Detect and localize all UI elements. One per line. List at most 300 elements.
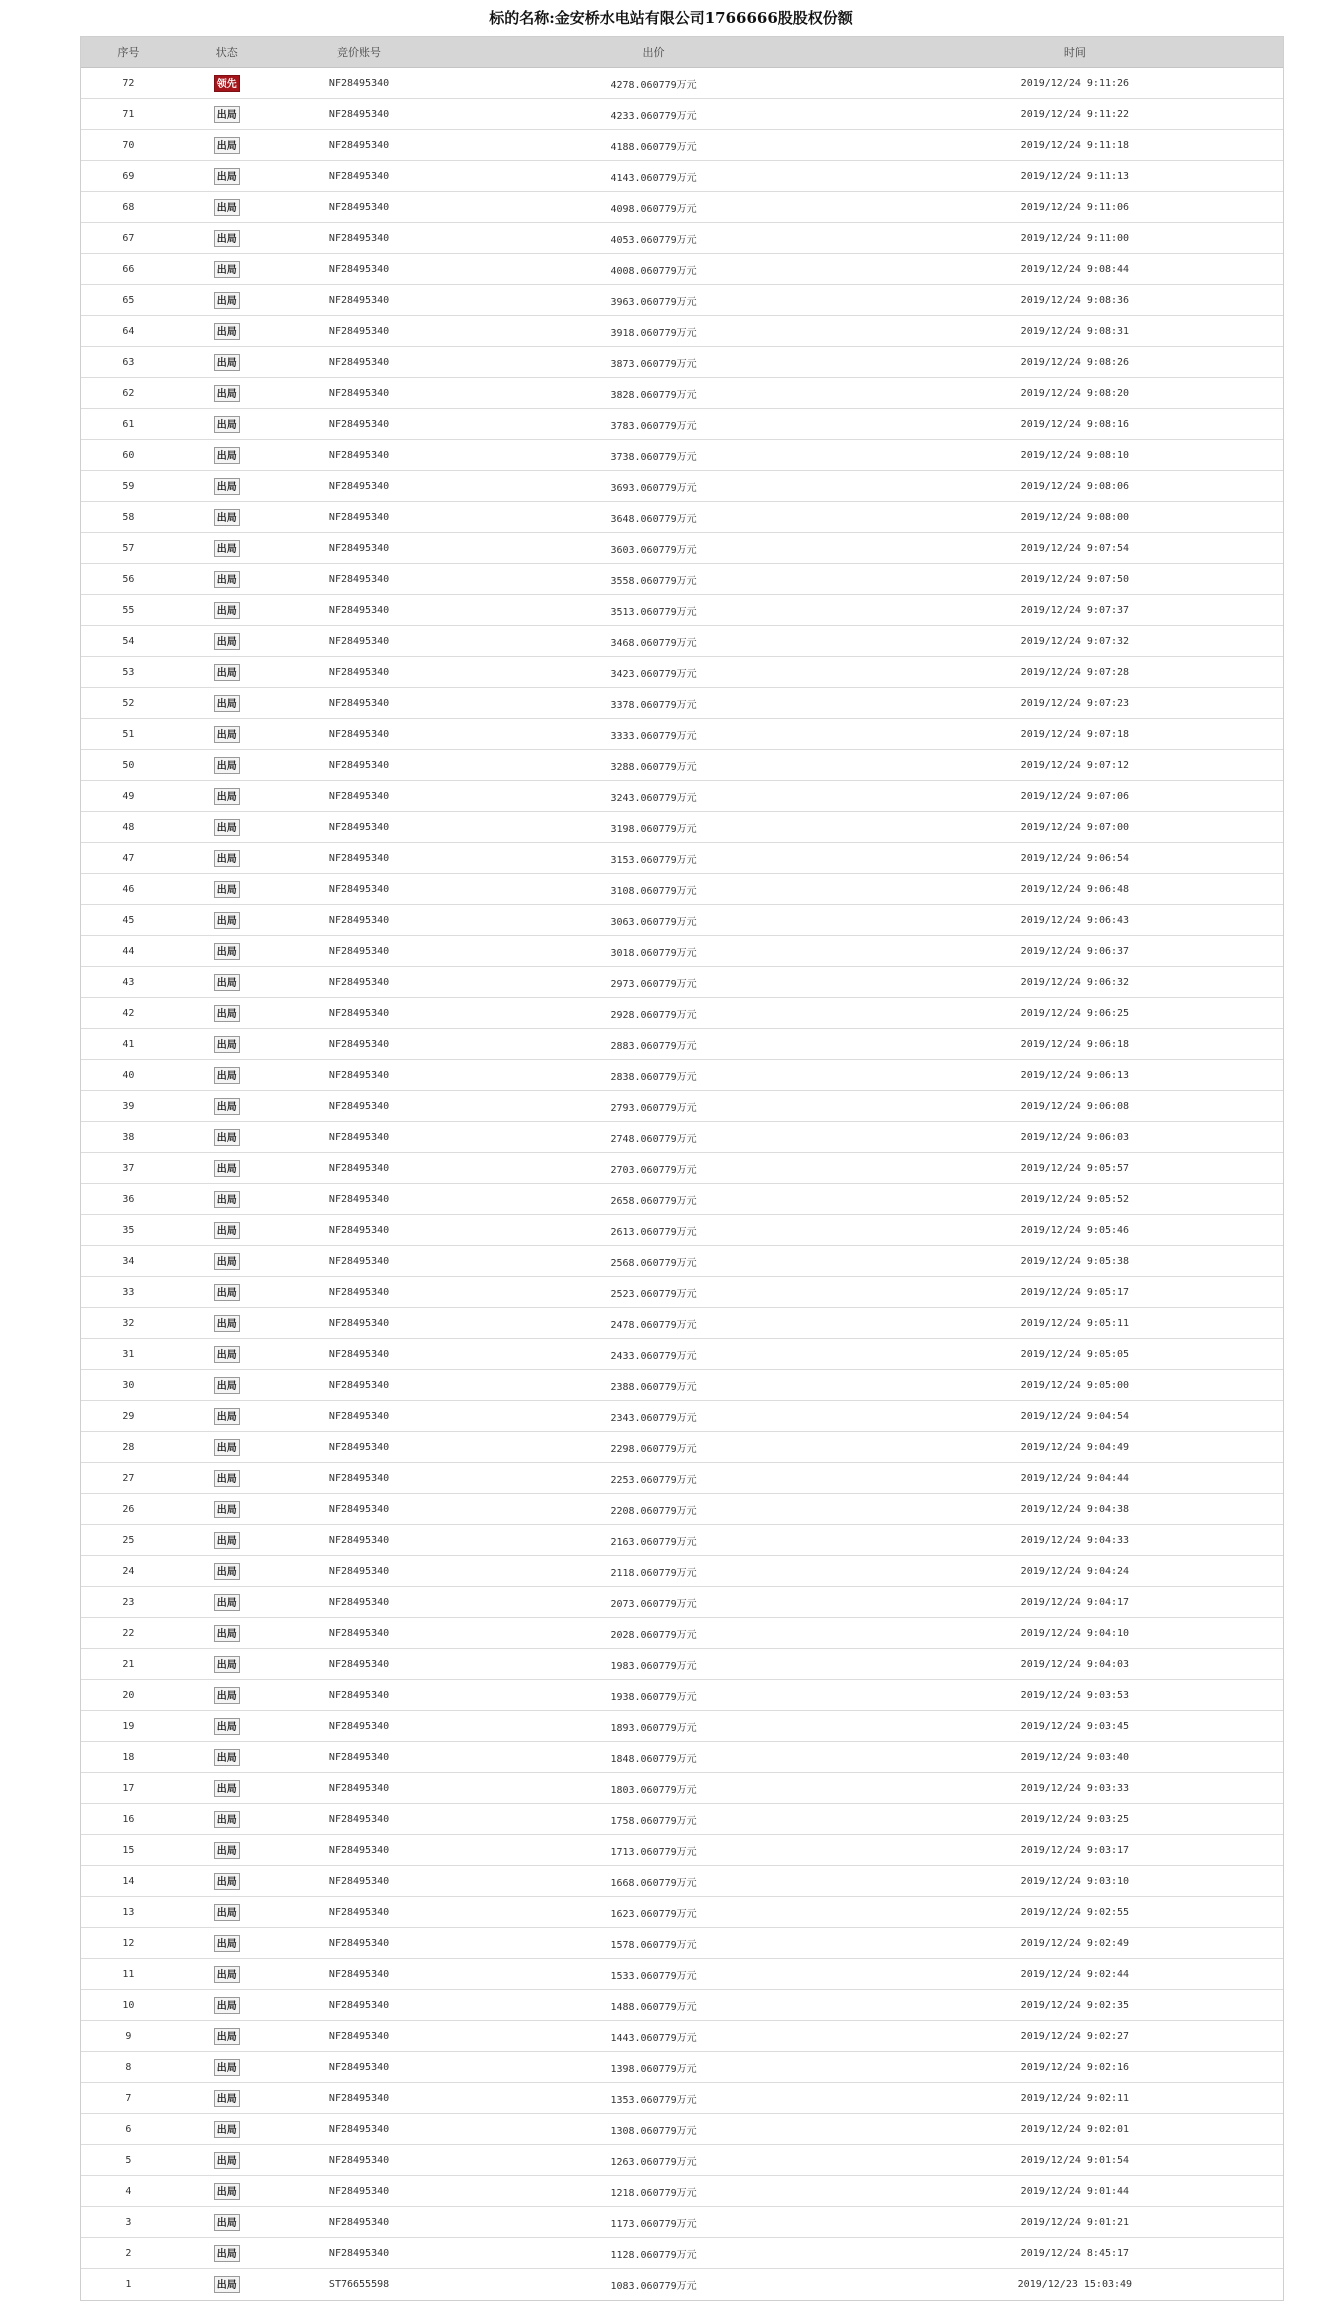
- row-status-cell: [176, 1649, 278, 1679]
- row-time: 2019/12/24 9:08:26: [1020, 356, 1130, 368]
- row-seq: 66: [122, 263, 135, 275]
- row-seq: 15: [122, 1844, 135, 1856]
- row-account: NF28495340: [328, 480, 390, 492]
- row-status-cell: [176, 223, 278, 253]
- table-row: [81, 1649, 1283, 1680]
- status-badge: 出局: [214, 509, 240, 526]
- status-badge: 出局: [214, 292, 240, 309]
- table-row: [81, 1184, 1283, 1215]
- status-badge: 出局: [214, 199, 240, 216]
- row-account: NF28495340: [328, 914, 390, 926]
- row-price: 3558.060779万元: [610, 575, 697, 587]
- row-seq: 26: [122, 1503, 135, 1515]
- row-seq: 62: [122, 387, 135, 399]
- row-status-cell: [176, 1928, 278, 1958]
- row-price: 1398.060779万元: [610, 2063, 697, 2075]
- row-price: 2748.060779万元: [610, 1133, 697, 1145]
- table-row: [81, 1525, 1283, 1556]
- row-time: 2019/12/24 9:02:55: [1020, 1906, 1130, 1918]
- row-seq: 34: [122, 1255, 135, 1267]
- row-seq: 20: [122, 1689, 135, 1701]
- header-time: 时间: [1063, 46, 1086, 59]
- row-status-cell: [176, 1494, 278, 1524]
- row-account: NF28495340: [328, 573, 390, 585]
- row-time: 2019/12/24 9:07:00: [1020, 821, 1130, 833]
- status-badge: 出局: [214, 478, 240, 495]
- row-account: NF28495340: [328, 2123, 390, 2135]
- row-time: 2019/12/24 9:05:46: [1020, 1224, 1130, 1236]
- status-badge: 出局: [214, 137, 240, 154]
- row-status-cell: [176, 1184, 278, 1214]
- row-status-cell: [176, 750, 278, 780]
- row-time: 2019/12/24 9:02:16: [1020, 2061, 1130, 2073]
- row-price: 4233.060779万元: [610, 110, 697, 122]
- status-badge: 出局: [214, 1439, 240, 1456]
- row-seq: 63: [122, 356, 135, 368]
- status-badge: 出局: [214, 1222, 240, 1239]
- row-time: 2019/12/24 9:03:45: [1020, 1720, 1130, 1732]
- row-seq: 4: [125, 2185, 132, 2197]
- status-badge: 出局: [214, 1904, 240, 1921]
- table-row: [81, 1556, 1283, 1587]
- row-account: NF28495340: [328, 852, 390, 864]
- row-time: 2019/12/24 9:06:48: [1020, 883, 1130, 895]
- row-account: NF28495340: [328, 1224, 390, 1236]
- row-seq: 18: [122, 1751, 135, 1763]
- row-seq: 68: [122, 201, 135, 213]
- row-price: 1713.060779万元: [610, 1846, 697, 1858]
- row-time: 2019/12/24 9:06:54: [1020, 852, 1130, 864]
- row-account: NF28495340: [328, 759, 390, 771]
- row-seq: 16: [122, 1813, 135, 1825]
- status-badge: 领先: [214, 75, 240, 92]
- row-status-cell: [176, 1153, 278, 1183]
- row-price: 2298.060779万元: [610, 1443, 697, 1455]
- row-account: NF28495340: [328, 1906, 390, 1918]
- row-account: NF28495340: [328, 1317, 390, 1329]
- row-time: 2019/12/24 9:06:03: [1020, 1131, 1130, 1143]
- table-row: [81, 719, 1283, 750]
- row-time: 2019/12/24 9:07:32: [1020, 635, 1130, 647]
- row-account: NF28495340: [328, 1038, 390, 1050]
- status-badge: 出局: [214, 726, 240, 743]
- row-price: 1308.060779万元: [610, 2125, 697, 2137]
- row-time: 2019/12/24 9:05:11: [1020, 1317, 1130, 1329]
- row-seq: 61: [122, 418, 135, 430]
- row-account: NF28495340: [328, 325, 390, 337]
- table-row: [81, 502, 1283, 533]
- row-price: 1938.060779万元: [610, 1691, 697, 1703]
- row-status-cell: [176, 471, 278, 501]
- table-row: [81, 564, 1283, 595]
- row-status-cell: [176, 1835, 278, 1865]
- row-price: 2568.060779万元: [610, 1257, 697, 1269]
- table-row: [81, 161, 1283, 192]
- row-account: NF28495340: [328, 1875, 390, 1887]
- row-price: 3963.060779万元: [610, 296, 697, 308]
- row-status-cell: [176, 2083, 278, 2113]
- row-seq: 48: [122, 821, 135, 833]
- status-badge: 出局: [214, 354, 240, 371]
- row-seq: 58: [122, 511, 135, 523]
- table-row: [81, 1990, 1283, 2021]
- row-time: 2019/12/24 9:07:06: [1020, 790, 1130, 802]
- row-time: 2019/12/24 9:03:10: [1020, 1875, 1130, 1887]
- status-badge: 出局: [214, 1780, 240, 1797]
- status-badge: 出局: [214, 1253, 240, 1270]
- status-badge: 出局: [214, 2245, 240, 2262]
- row-status-cell: [176, 595, 278, 625]
- table-row: [81, 1587, 1283, 1618]
- row-seq: 38: [122, 1131, 135, 1143]
- row-account: NF28495340: [328, 2154, 390, 2166]
- row-time: 2019/12/24 9:08:31: [1020, 325, 1130, 337]
- row-time: 2019/12/24 9:07:37: [1020, 604, 1130, 616]
- row-status-cell: [176, 285, 278, 315]
- row-seq: 60: [122, 449, 135, 461]
- table-row: [81, 223, 1283, 254]
- row-time: 2019/12/24 9:03:40: [1020, 1751, 1130, 1763]
- row-price: 1128.060779万元: [610, 2249, 697, 2261]
- row-time: 2019/12/24 9:03:53: [1020, 1689, 1130, 1701]
- row-price: 2973.060779万元: [610, 978, 697, 990]
- row-account: NF28495340: [328, 1441, 390, 1453]
- row-seq: 12: [122, 1937, 135, 1949]
- table-row: [81, 2114, 1283, 2145]
- row-account: NF28495340: [328, 1565, 390, 1577]
- row-seq: 72: [122, 77, 135, 89]
- row-price: 1623.060779万元: [610, 1908, 697, 1920]
- status-badge: 出局: [214, 1997, 240, 2014]
- row-account: NF28495340: [328, 1689, 390, 1701]
- table-row: [81, 688, 1283, 719]
- table-row: [81, 378, 1283, 409]
- row-time: 2019/12/24 9:04:44: [1020, 1472, 1130, 1484]
- status-badge: 出局: [214, 1687, 240, 1704]
- row-status-cell: [176, 967, 278, 997]
- status-badge: 出局: [214, 2214, 240, 2231]
- row-time: 2019/12/24 8:45:17: [1020, 2247, 1130, 2259]
- row-time: 2019/12/24 9:08:00: [1020, 511, 1130, 523]
- row-price: 1443.060779万元: [610, 2032, 697, 2044]
- row-account: NF28495340: [328, 1720, 390, 1732]
- row-time: 2019/12/24 9:11:22: [1020, 108, 1130, 120]
- table-row: [81, 1370, 1283, 1401]
- row-seq: 23: [122, 1596, 135, 1608]
- page-title: 标的名称:金安桥水电站有限公司1766666股股权份额: [489, 9, 853, 27]
- row-time: 2019/12/24 9:06:37: [1020, 945, 1130, 957]
- row-price: 3243.060779万元: [610, 792, 697, 804]
- row-status-cell: [176, 2269, 278, 2300]
- row-seq: 3: [125, 2216, 132, 2228]
- row-seq: 31: [122, 1348, 135, 1360]
- row-seq: 7: [125, 2092, 132, 2104]
- row-time: 2019/12/24 9:04:49: [1020, 1441, 1130, 1453]
- table-row: [81, 1122, 1283, 1153]
- row-time: 2019/12/24 9:01:21: [1020, 2216, 1130, 2228]
- table-body: [81, 68, 1283, 2300]
- status-badge: 出局: [214, 1346, 240, 1363]
- row-account: NF28495340: [328, 2216, 390, 2228]
- row-time: 2019/12/24 9:03:17: [1020, 1844, 1130, 1856]
- status-badge: 出局: [214, 1067, 240, 1084]
- status-badge: 出局: [214, 1098, 240, 1115]
- table-row: [81, 440, 1283, 471]
- row-time: 2019/12/24 9:03:25: [1020, 1813, 1130, 1825]
- row-status-cell: [176, 1618, 278, 1648]
- status-badge: 出局: [214, 2028, 240, 2045]
- row-account: NF28495340: [328, 2030, 390, 2042]
- row-time: 2019/12/24 9:07:18: [1020, 728, 1130, 740]
- row-time: 2019/12/24 9:11:13: [1020, 170, 1130, 182]
- status-badge: 出局: [214, 1315, 240, 1332]
- row-status-cell: [176, 192, 278, 222]
- row-price: 1488.060779万元: [610, 2001, 697, 2013]
- row-status-cell: [176, 378, 278, 408]
- row-account: NF28495340: [328, 821, 390, 833]
- row-price: 2478.060779万元: [610, 1319, 697, 1331]
- row-time: 2019/12/24 9:02:44: [1020, 1968, 1130, 1980]
- table-row: [81, 2145, 1283, 2176]
- row-price: 2253.060779万元: [610, 1474, 697, 1486]
- status-badge: 出局: [214, 1129, 240, 1146]
- header-seq: 序号: [117, 46, 140, 59]
- row-price: 2613.060779万元: [610, 1226, 697, 1238]
- row-time: 2019/12/24 9:04:33: [1020, 1534, 1130, 1546]
- row-seq: 40: [122, 1069, 135, 1081]
- row-status-cell: [176, 657, 278, 687]
- row-status-cell: [176, 1959, 278, 1989]
- header-status: 状态: [215, 46, 238, 59]
- status-badge: 出局: [214, 664, 240, 681]
- table-row: [81, 1153, 1283, 1184]
- row-account: NF28495340: [328, 511, 390, 523]
- row-seq: 6: [125, 2123, 132, 2135]
- table-row: [81, 2176, 1283, 2207]
- row-account: ST76655598: [328, 2279, 390, 2290]
- row-status-cell: [176, 2145, 278, 2175]
- table-row: [81, 657, 1283, 688]
- row-account: NF28495340: [328, 77, 390, 89]
- row-seq: 28: [122, 1441, 135, 1453]
- row-price: 1578.060779万元: [610, 1939, 697, 1951]
- row-account: NF28495340: [328, 1937, 390, 1949]
- table-row: [81, 2238, 1283, 2269]
- row-account: NF28495340: [328, 1658, 390, 1670]
- row-seq: 55: [122, 604, 135, 616]
- row-seq: 1: [125, 2279, 132, 2290]
- table-row: [81, 1711, 1283, 1742]
- row-price: 2523.060779万元: [610, 1288, 697, 1300]
- row-seq: 29: [122, 1410, 135, 1422]
- row-account: NF28495340: [328, 1503, 390, 1515]
- table-row: [81, 1928, 1283, 1959]
- row-seq: 44: [122, 945, 135, 957]
- bid-record-table: [80, 36, 1284, 2301]
- row-price: 1668.060779万元: [610, 1877, 697, 1889]
- table-row: [81, 1494, 1283, 1525]
- row-seq: 42: [122, 1007, 135, 1019]
- table-row: [81, 626, 1283, 657]
- table-row: [81, 1277, 1283, 1308]
- row-price: 1983.060779万元: [610, 1660, 697, 1672]
- status-badge: 出局: [214, 1284, 240, 1301]
- status-badge: 出局: [214, 602, 240, 619]
- row-seq: 11: [122, 1968, 135, 1980]
- table-row: [81, 1866, 1283, 1897]
- row-seq: 57: [122, 542, 135, 554]
- row-account: NF28495340: [328, 1782, 390, 1794]
- status-badge: 出局: [214, 416, 240, 433]
- row-account: NF28495340: [328, 1751, 390, 1763]
- row-time: 2019/12/24 9:07:50: [1020, 573, 1130, 585]
- row-status-cell: [176, 1401, 278, 1431]
- row-seq: 19: [122, 1720, 135, 1732]
- row-price: 3918.060779万元: [610, 327, 697, 339]
- status-badge: 出局: [214, 1501, 240, 1518]
- row-price: 3738.060779万元: [610, 451, 697, 463]
- row-price: 2928.060779万元: [610, 1009, 697, 1021]
- row-time: 2019/12/24 9:07:28: [1020, 666, 1130, 678]
- row-status-cell: [176, 1773, 278, 1803]
- row-account: NF28495340: [328, 728, 390, 740]
- table-row: [81, 2052, 1283, 2083]
- status-badge: 出局: [214, 1842, 240, 1859]
- table-row: [81, 254, 1283, 285]
- row-seq: 43: [122, 976, 135, 988]
- row-price: 3783.060779万元: [610, 420, 697, 432]
- table-row: [81, 2021, 1283, 2052]
- row-seq: 64: [122, 325, 135, 337]
- row-time: 2019/12/24 9:05:00: [1020, 1379, 1130, 1391]
- row-status-cell: [176, 1029, 278, 1059]
- row-status-cell: [176, 409, 278, 439]
- row-status-cell: [176, 2021, 278, 2051]
- row-price: 3648.060779万元: [610, 513, 697, 525]
- row-time: 2019/12/24 9:04:17: [1020, 1596, 1130, 1608]
- row-price: 1083.060779万元: [610, 2281, 697, 2292]
- row-status-cell: [176, 68, 278, 98]
- row-price: 3693.060779万元: [610, 482, 697, 494]
- row-price: 4098.060779万元: [610, 203, 697, 215]
- row-time: 2019/12/24 9:08:06: [1020, 480, 1130, 492]
- status-badge: 出局: [214, 757, 240, 774]
- table-row: [81, 1060, 1283, 1091]
- row-time: 2019/12/24 9:06:13: [1020, 1069, 1130, 1081]
- row-status-cell: [176, 1339, 278, 1369]
- status-badge: 出局: [214, 168, 240, 185]
- row-time: 2019/12/24 9:06:32: [1020, 976, 1130, 988]
- row-price: 4278.060779万元: [610, 79, 697, 91]
- row-time: 2019/12/24 9:04:03: [1020, 1658, 1130, 1670]
- row-price: 2118.060779万元: [610, 1567, 697, 1579]
- row-time: 2019/12/24 9:05:52: [1020, 1193, 1130, 1205]
- row-time: 2019/12/24 9:08:44: [1020, 263, 1130, 275]
- row-price: 3603.060779万元: [610, 544, 697, 556]
- row-account: NF28495340: [328, 1813, 390, 1825]
- table-row: [81, 812, 1283, 843]
- row-account: NF28495340: [328, 1100, 390, 1112]
- status-badge: 出局: [214, 261, 240, 278]
- row-price: 1893.060779万元: [610, 1722, 697, 1734]
- row-seq: 54: [122, 635, 135, 647]
- status-badge: 出局: [214, 788, 240, 805]
- status-badge: 出局: [214, 1966, 240, 1983]
- row-price: 3513.060779万元: [610, 606, 697, 618]
- row-price: 2793.060779万元: [610, 1102, 697, 1114]
- row-account: NF28495340: [328, 666, 390, 678]
- status-badge: 出局: [214, 850, 240, 867]
- row-time: 2019/12/24 9:08:16: [1020, 418, 1130, 430]
- row-account: NF28495340: [328, 418, 390, 430]
- row-price: 3873.060779万元: [610, 358, 697, 370]
- row-price: 2388.060779万元: [610, 1381, 697, 1393]
- row-price: 3288.060779万元: [610, 761, 697, 773]
- row-time: 2019/12/24 9:01:54: [1020, 2154, 1130, 2166]
- row-seq: 21: [122, 1658, 135, 1670]
- table-row: [81, 68, 1283, 99]
- row-price: 2073.060779万元: [610, 1598, 697, 1610]
- row-seq: 9: [125, 2030, 132, 2042]
- table-row: [81, 905, 1283, 936]
- row-account: NF28495340: [328, 1534, 390, 1546]
- status-badge: 出局: [214, 106, 240, 123]
- row-account: NF28495340: [328, 201, 390, 213]
- table-row: [81, 347, 1283, 378]
- row-seq: 8: [125, 2061, 132, 2073]
- row-status-cell: [176, 1556, 278, 1586]
- status-badge: 出局: [214, 912, 240, 929]
- row-seq: 50: [122, 759, 135, 771]
- row-account: NF28495340: [328, 1379, 390, 1391]
- row-account: NF28495340: [328, 604, 390, 616]
- status-badge: 出局: [214, 819, 240, 836]
- status-badge: 出局: [214, 230, 240, 247]
- row-status-cell: [176, 440, 278, 470]
- row-status-cell: [176, 2114, 278, 2144]
- row-seq: 33: [122, 1286, 135, 1298]
- row-time: 2019/12/24 9:02:11: [1020, 2092, 1130, 2104]
- row-time: 2019/12/24 9:02:01: [1020, 2123, 1130, 2135]
- row-seq: 71: [122, 108, 135, 120]
- row-time: 2019/12/24 9:11:26: [1020, 77, 1130, 89]
- row-account: NF28495340: [328, 1286, 390, 1298]
- table-row: [81, 1742, 1283, 1773]
- row-status-cell: [176, 1091, 278, 1121]
- row-account: NF28495340: [328, 1069, 390, 1081]
- row-seq: 41: [122, 1038, 135, 1050]
- table-row: [81, 1680, 1283, 1711]
- row-account: NF28495340: [328, 883, 390, 895]
- row-time: 2019/12/24 9:11:06: [1020, 201, 1130, 213]
- row-time: 2019/12/24 9:05:38: [1020, 1255, 1130, 1267]
- row-account: NF28495340: [328, 2092, 390, 2104]
- row-status-cell: [176, 1897, 278, 1927]
- row-price: 1218.060779万元: [610, 2187, 697, 2199]
- row-time: 2019/12/24 9:08:36: [1020, 294, 1130, 306]
- row-status-cell: [176, 719, 278, 749]
- row-status-cell: [176, 2176, 278, 2206]
- row-status-cell: [176, 1246, 278, 1276]
- table-row: [81, 967, 1283, 998]
- row-seq: 56: [122, 573, 135, 585]
- row-price: 3108.060779万元: [610, 885, 697, 897]
- row-account: NF28495340: [328, 1844, 390, 1856]
- row-status-cell: [176, 781, 278, 811]
- status-badge: 出局: [214, 1191, 240, 1208]
- row-price: 4053.060779万元: [610, 234, 697, 246]
- row-time: 2019/12/24 9:08:20: [1020, 387, 1130, 399]
